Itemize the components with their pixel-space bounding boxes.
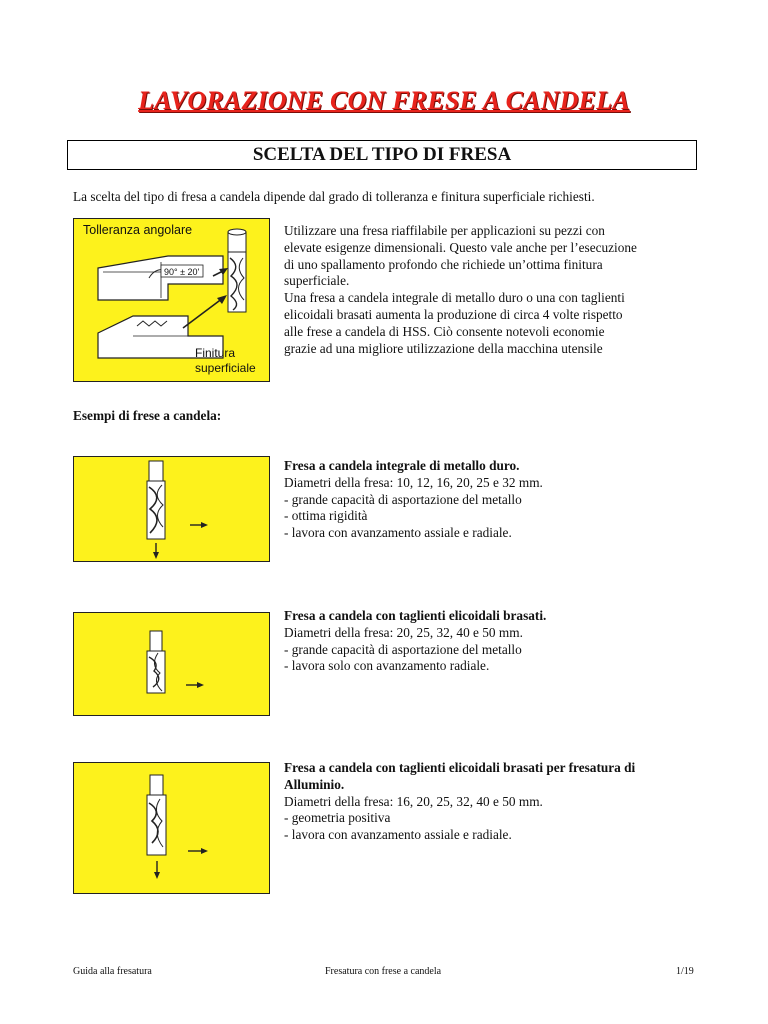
tolerance-label: Tolleranza angolare: [83, 223, 193, 237]
footer-page-number: 1/19: [676, 966, 694, 977]
examples-heading: Esempi di frese a candela:: [73, 408, 222, 423]
example-line: - geometria positiva: [284, 810, 391, 826]
finish-label-1: Finitura: [195, 346, 236, 360]
paragraph-line: superficiale.: [284, 273, 350, 289]
paragraph-line: alle frese a candela di HSS. Ciò consente notevoli economie: [284, 323, 605, 339]
angle-label: 90° ± 20': [164, 267, 200, 277]
example-line: - grande capacità di asportazione del metallo: [284, 491, 522, 507]
paragraph-line: elicoidali brasati aumenta la produzione di circa 4 volte rispetto: [284, 306, 623, 322]
aluminium-end-mill-icon: [74, 763, 269, 893]
example-3-text: [284, 760, 709, 844]
example-line: Diametri della fresa: 20, 25, 32, 40 e 50 mm.: [284, 624, 523, 640]
section-title: SCELTA DEL TIPO DI FRESA: [252, 144, 512, 165]
paragraph-line: Utilizzare una fresa riaffilabile per applicazioni su pezzi con: [284, 223, 605, 238]
example-3-heading-line: Fresa a candela con taglienti elicoidali brasati per fresatura di: [284, 760, 636, 775]
description-paragraph: [284, 223, 709, 357]
tolerance-finish-diagram: [73, 218, 270, 382]
example-line: - lavora con avanzamento assiale e radiale.: [284, 525, 512, 541]
end-mill-tolerance-finish-illustration-icon: [73, 218, 270, 382]
paragraph-line: elevate esigenze dimensionali. Questo vale anche per l’esecuzione: [284, 239, 637, 255]
example-line: Diametri della fresa: 10, 12, 16, 20, 25 e 32 mm.: [284, 474, 543, 490]
example-3-image: [73, 762, 270, 894]
example-1-image: [73, 456, 270, 562]
example-line: - ottima rigidità: [284, 508, 368, 524]
footer-center: Fresatura con frese a candela: [325, 966, 442, 977]
intro-text: La scelta del tipo di fresa a candela dipende dal grado di tolleranza e finitura superficiale richiesti.: [73, 189, 595, 204]
example-2-heading: Fresa a candela con taglienti elicoidali brasati.: [284, 608, 547, 623]
example-line: - grande capacità di asportazione del metallo: [284, 641, 522, 657]
section-title-box: [67, 140, 697, 170]
paragraph-line: di uno spallamento profondo che richiede un’ottima finitura: [284, 256, 603, 272]
solid-carbide-end-mill-icon: [74, 457, 269, 561]
example-line: - lavora con avanzamento assiale e radiale.: [284, 827, 512, 843]
example-2-image: [73, 612, 270, 716]
example-line: Diametri della fresa: 16, 20, 25, 32, 40 e 50 mm.: [284, 793, 543, 809]
example-2-text: [284, 608, 714, 675]
paragraph-line: Una fresa a candela integrale di metallo duro o una con taglienti: [284, 290, 625, 306]
page-title: LAVORAZIONE CON FRESE A CANDELA: [138, 86, 630, 115]
example-1-text: [284, 458, 714, 542]
finish-label-2: superficiale: [195, 361, 256, 375]
brazed-helical-end-mill-icon: [74, 613, 269, 715]
example-1-heading: Fresa a candela integrale di metallo duro.: [284, 458, 520, 473]
example-3-heading-line: Alluminio.: [284, 776, 345, 792]
example-line: - lavora solo con avanzamento radiale.: [284, 658, 490, 674]
footer-left: Guida alla fresatura: [73, 966, 152, 977]
paragraph-line: grazie ad una migliore utilizzazione della macchina utensile: [284, 340, 603, 356]
